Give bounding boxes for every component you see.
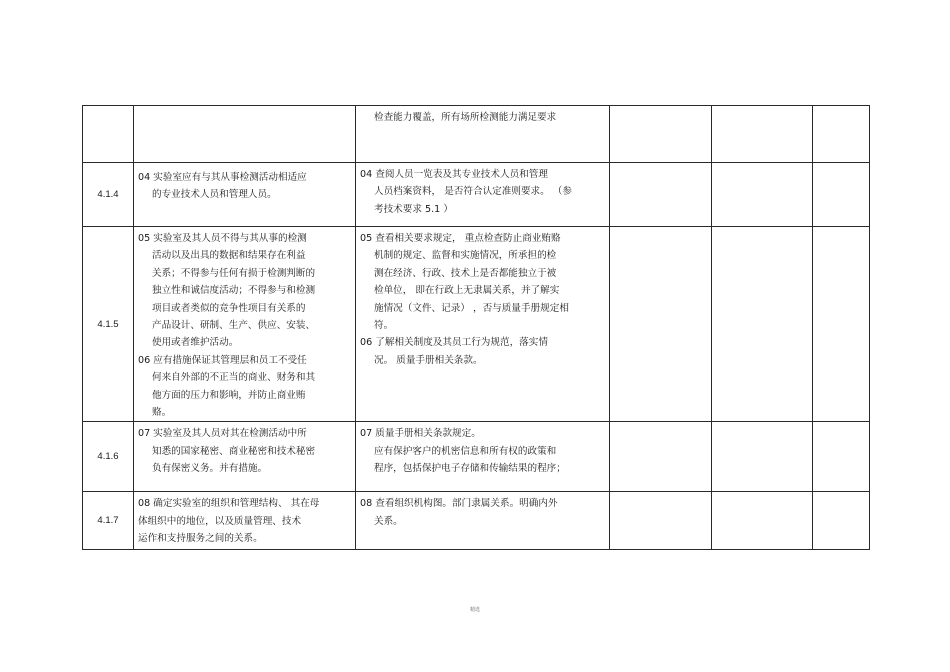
method-line: 应有保护客户的机密信息和所有权的政策和 [374, 445, 557, 457]
clause-number: 4.1.4 [83, 163, 134, 227]
requirement-line: 07 实验室及其人员对其在检测活动中所 [138, 428, 307, 440]
blank-cell [610, 227, 712, 422]
requirement-cell [134, 163, 356, 227]
requirement-line: 产品设计、研制、生产、供应、安装、 [152, 320, 316, 332]
blank-cell [610, 163, 712, 227]
method-line: 05 查看相关要求规定， 重点检查防止商业贿赂 [360, 233, 561, 244]
method-cell [356, 492, 610, 550]
table-row [83, 492, 870, 550]
blank-cell [610, 492, 712, 550]
method-line: 06 了解相关制度及其员工行为规范，落实情 [360, 337, 548, 349]
requirement-line: 04 实验室应有与其从事检测活动相适应 [138, 172, 307, 183]
method-cell [356, 227, 610, 422]
requirement-cell [134, 227, 356, 422]
method-line: 人员档案资料， 是否符合认定准则要求。 （参 [374, 186, 572, 198]
requirement-line: 项目或者类似的竞争性项目有关系的 [152, 302, 306, 314]
method-line: 程序，包括保护电子存储和传输结果的程序； [374, 463, 566, 475]
requirement-line: 08 确定实验室的组织和管理结构、 其在母 [138, 498, 320, 510]
blank-cell [712, 106, 813, 163]
clause-number: 4.1.5 [83, 227, 134, 422]
requirement-line: 负有保密义务。并有措施。 [152, 463, 268, 475]
method-line: 关系。 [374, 515, 403, 527]
blank-cell [813, 106, 870, 163]
requirement-line: 使用或者维护活动。 [152, 337, 239, 349]
clause-number: 4.1.7 [83, 492, 134, 550]
method-line: 考技术要求 5.1 ） [374, 203, 453, 215]
method-line: 机制的规定、监督和实施情况，所承担的检 [374, 250, 557, 262]
blank-cell [610, 106, 712, 163]
method-line: 08 查看组织机构图。部门隶属关系。明确内外 [360, 498, 558, 510]
method-line: 施情况（文件、记录） ，否与质量手册规定相 [374, 302, 569, 314]
blank-cell [610, 422, 712, 492]
requirement-line: 05 实验室及其人员不得与其从事的检测 [138, 233, 307, 244]
requirement-line: 活动以及出具的数据和结果存在利益 [152, 250, 306, 262]
method-cell [356, 163, 610, 227]
blank-cell [813, 422, 870, 492]
method-line: 况。 质量手册相关条款。 [374, 354, 483, 366]
table-row [83, 227, 870, 422]
requirement-cell [134, 492, 356, 550]
blank-cell [712, 492, 813, 550]
method-line: 符。 [374, 320, 394, 332]
clause-number [83, 106, 134, 163]
requirement-cell [134, 106, 356, 163]
method-line: 07 质量手册相关条款规定。 [360, 428, 481, 440]
requirement-line: 赂。 [152, 407, 172, 419]
method-line: 检查能力覆盖，所有场所检测能力满足要求 [374, 112, 557, 123]
requirement-line: 的专业技术人员和管理人员。 [152, 189, 277, 201]
method-cell [356, 106, 610, 163]
checklist-table [82, 105, 870, 550]
requirement-line: 关系；不得参与任何有损于检测判断的 [152, 267, 316, 279]
blank-cell [813, 163, 870, 227]
requirement-line: 他方面的压力和影响，并防止商业贿 [152, 389, 306, 401]
blank-cell [813, 492, 870, 550]
requirement-line: 独立性和诚信度活动；不得参与和检测 [152, 285, 316, 297]
method-line: 测在经济、行政、技术上是否都能独立于被 [374, 267, 557, 279]
blank-cell [712, 227, 813, 422]
method-line: 检单位， 即在行政上无隶属关系，并了解实 [374, 285, 560, 297]
blank-cell [813, 227, 870, 422]
table-row [83, 422, 870, 492]
requirement-line: 06 应有措施保证其管理层和员工不受任 [138, 354, 307, 366]
table-row [83, 106, 870, 163]
table-row [83, 163, 870, 227]
method-line: 04 查阅人员一览表及其专业技术人员和管理 [360, 169, 548, 180]
requirement-cell [134, 422, 356, 492]
requirement-line: 知悉的国家秘密、商业秘密和技术秘密 [152, 445, 316, 457]
method-cell [356, 422, 610, 492]
blank-cell [712, 422, 813, 492]
requirement-line: 何来自外部的不正当的商业、财务和其 [152, 372, 316, 384]
requirement-line: 运作和支持服务之间的关系。 [138, 533, 263, 545]
requirement-line: 体组织中的地位，以及质量管理、技术 [138, 515, 302, 527]
blank-cell [712, 163, 813, 227]
clause-number: 4.1.6 [83, 422, 134, 492]
page-footer: 精选 [469, 607, 480, 613]
